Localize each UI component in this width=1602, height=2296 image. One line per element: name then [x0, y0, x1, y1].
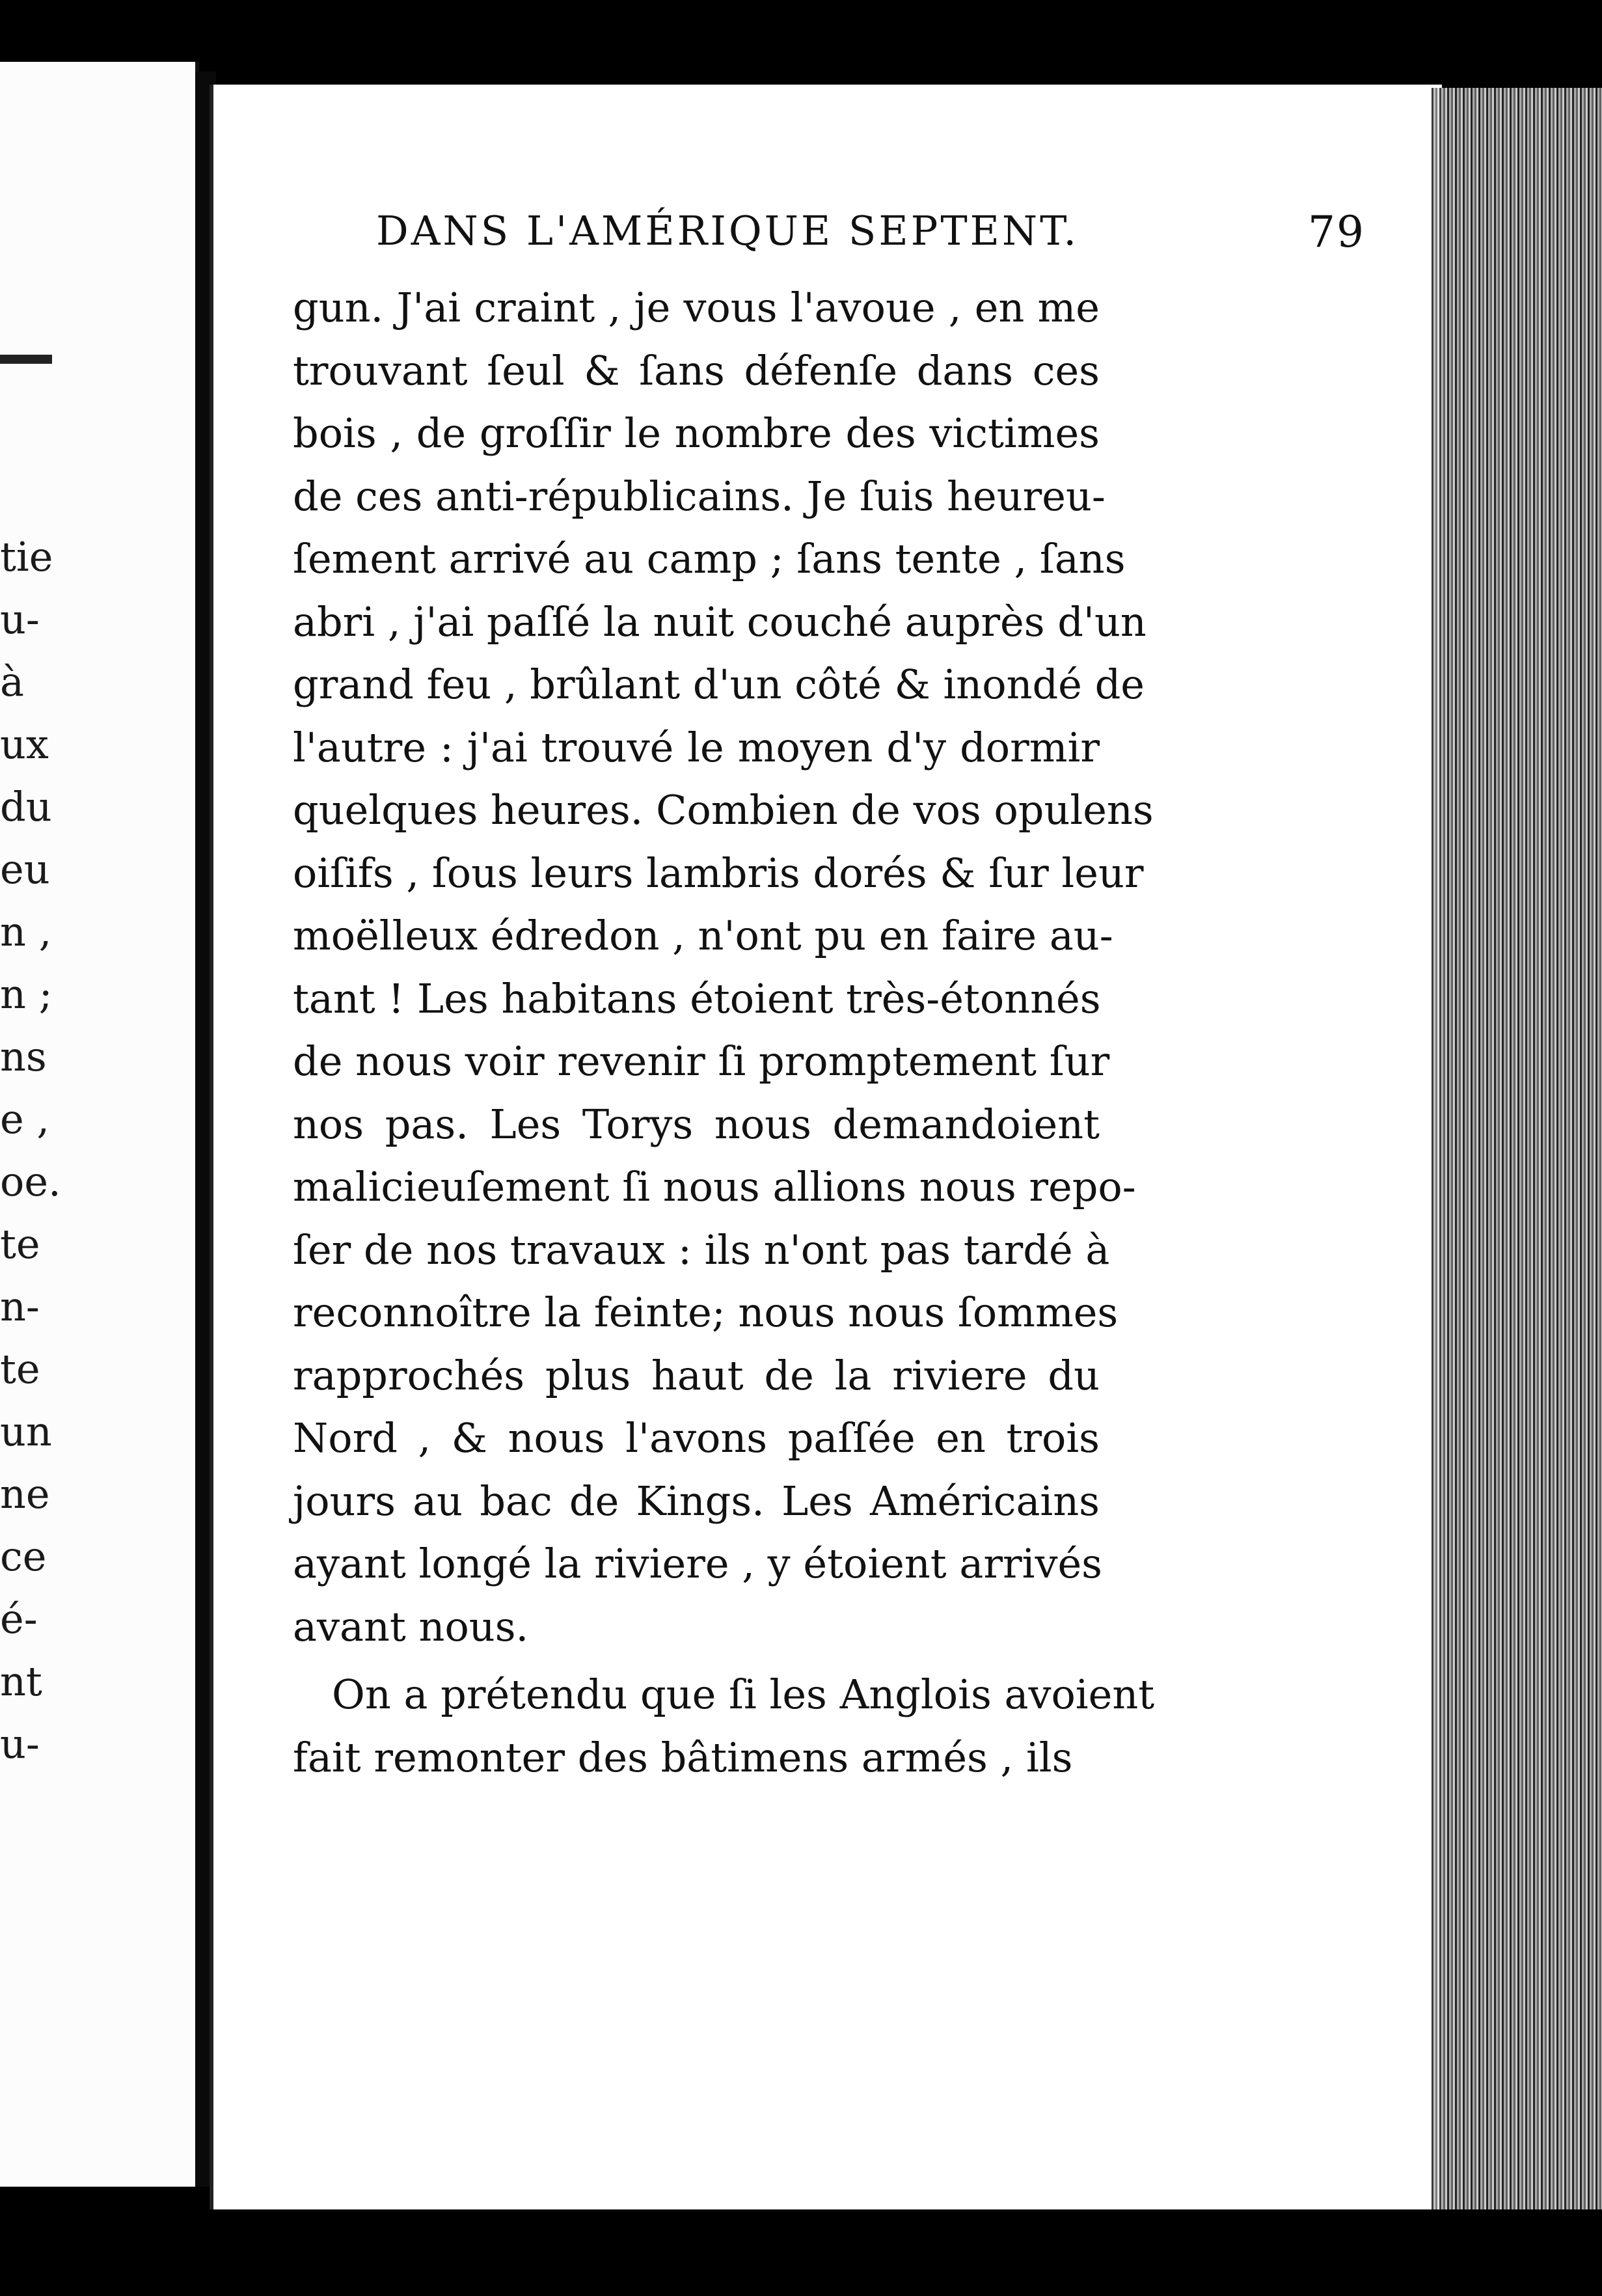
- left-page-fragment: ne: [0, 1470, 50, 1518]
- page-edges: [1432, 88, 1602, 2209]
- text-line: quelques heures. Combien de vos opulens: [293, 786, 1154, 834]
- left-page-fragment: é-: [0, 1595, 38, 1643]
- text-line: ſer de nos travaux : ils n'ont pas tardé à: [293, 1225, 1110, 1274]
- text-line: grand feu , brûlant d'un côté & inondé de: [293, 661, 1145, 708]
- left-page-fragment: ns: [0, 1033, 47, 1080]
- left-page-fragment: un: [0, 1408, 52, 1455]
- text-line: ayant longé la riviere , y étoient arrivés: [293, 1540, 1102, 1587]
- text-line: malicieuſement ſi nous allions nous repo-: [293, 1163, 1136, 1210]
- paragraph-2: [293, 1663, 1155, 1789]
- left-page-fragment: ux: [0, 720, 49, 768]
- text-line: avant nous.: [293, 1602, 529, 1650]
- left-page-fragment: te: [0, 1345, 40, 1393]
- left-page-fragment: eu: [0, 845, 50, 893]
- paragraph-1: [293, 277, 1154, 1658]
- left-page-fragment: te: [0, 1220, 40, 1268]
- left-page-fragment: nt: [0, 1658, 42, 1705]
- text-line: jours au bac de Kings. Les Américains: [293, 1477, 1100, 1525]
- body-text: [293, 277, 1155, 1789]
- left-page-fragment: tie: [0, 533, 53, 581]
- left-page-fragment: n-: [0, 1283, 40, 1330]
- left-page-fragment: oe.: [0, 1158, 61, 1205]
- text-line: l'autre : j'ai trouvé le moyen d'y dormir: [293, 723, 1100, 771]
- text-line: de nous voir revenir ſi promptement ſur: [293, 1037, 1110, 1085]
- text-line: reconnoître la feinte; nous nous ſommes: [293, 1289, 1119, 1336]
- text-line: gun. J'ai craint , je vous l'avoue , en me: [293, 284, 1100, 331]
- text-line: moëlleux édredon , n'ont pu en faire au-: [293, 912, 1113, 959]
- text-line: On a prétendu que ſi les Anglois avoient: [332, 1671, 1155, 1718]
- left-facing-page: [0, 62, 199, 2187]
- left-page-fragment: ce: [0, 1533, 47, 1580]
- page-number: 79: [1308, 207, 1365, 257]
- text-line: nos pas. Les Torys nous demandoient: [293, 1100, 1100, 1148]
- text-line: bois , de groſſir le nombre des victimes: [293, 409, 1100, 457]
- text-line: tant ! Les habitans étoient très-étonnés: [293, 974, 1101, 1022]
- left-page-fragment: u-: [0, 1720, 40, 1768]
- text-line: de ces anti-républicains. Je ſuis heureu-: [293, 472, 1106, 520]
- left-page-fragment: du: [0, 783, 52, 830]
- text-line: ſement arrivé au camp ; ſans tente , ſans: [293, 535, 1126, 582]
- running-head: [376, 207, 1365, 257]
- text-line: abri , j'ai paſſé la nuit couché auprès d'un: [293, 597, 1147, 646]
- text-line: oiſifs , ſous leurs lambris dorés & ſur leur: [293, 849, 1144, 897]
- left-page-fragment: e ,: [0, 1095, 50, 1143]
- left-page-fragment: n ;: [0, 970, 53, 1018]
- text-line: Nord , & nous l'avons paſſée en trois: [293, 1414, 1100, 1462]
- left-page-fragment: n ,: [0, 908, 52, 955]
- left-page-fragment: à: [0, 658, 24, 705]
- running-head-title: DANS L'AMÉRIQUE SEPTENT.: [376, 207, 1079, 254]
- left-page-fragment: u-: [0, 595, 40, 643]
- left-page-rule: [0, 355, 52, 364]
- text-line: rapprochés plus haut de la riviere du: [293, 1351, 1100, 1399]
- text-line: fait remonter des bâtimens armés , ils: [293, 1733, 1073, 1781]
- text-line: trouvant ſeul & ſans défenſe dans ces: [293, 346, 1100, 394]
